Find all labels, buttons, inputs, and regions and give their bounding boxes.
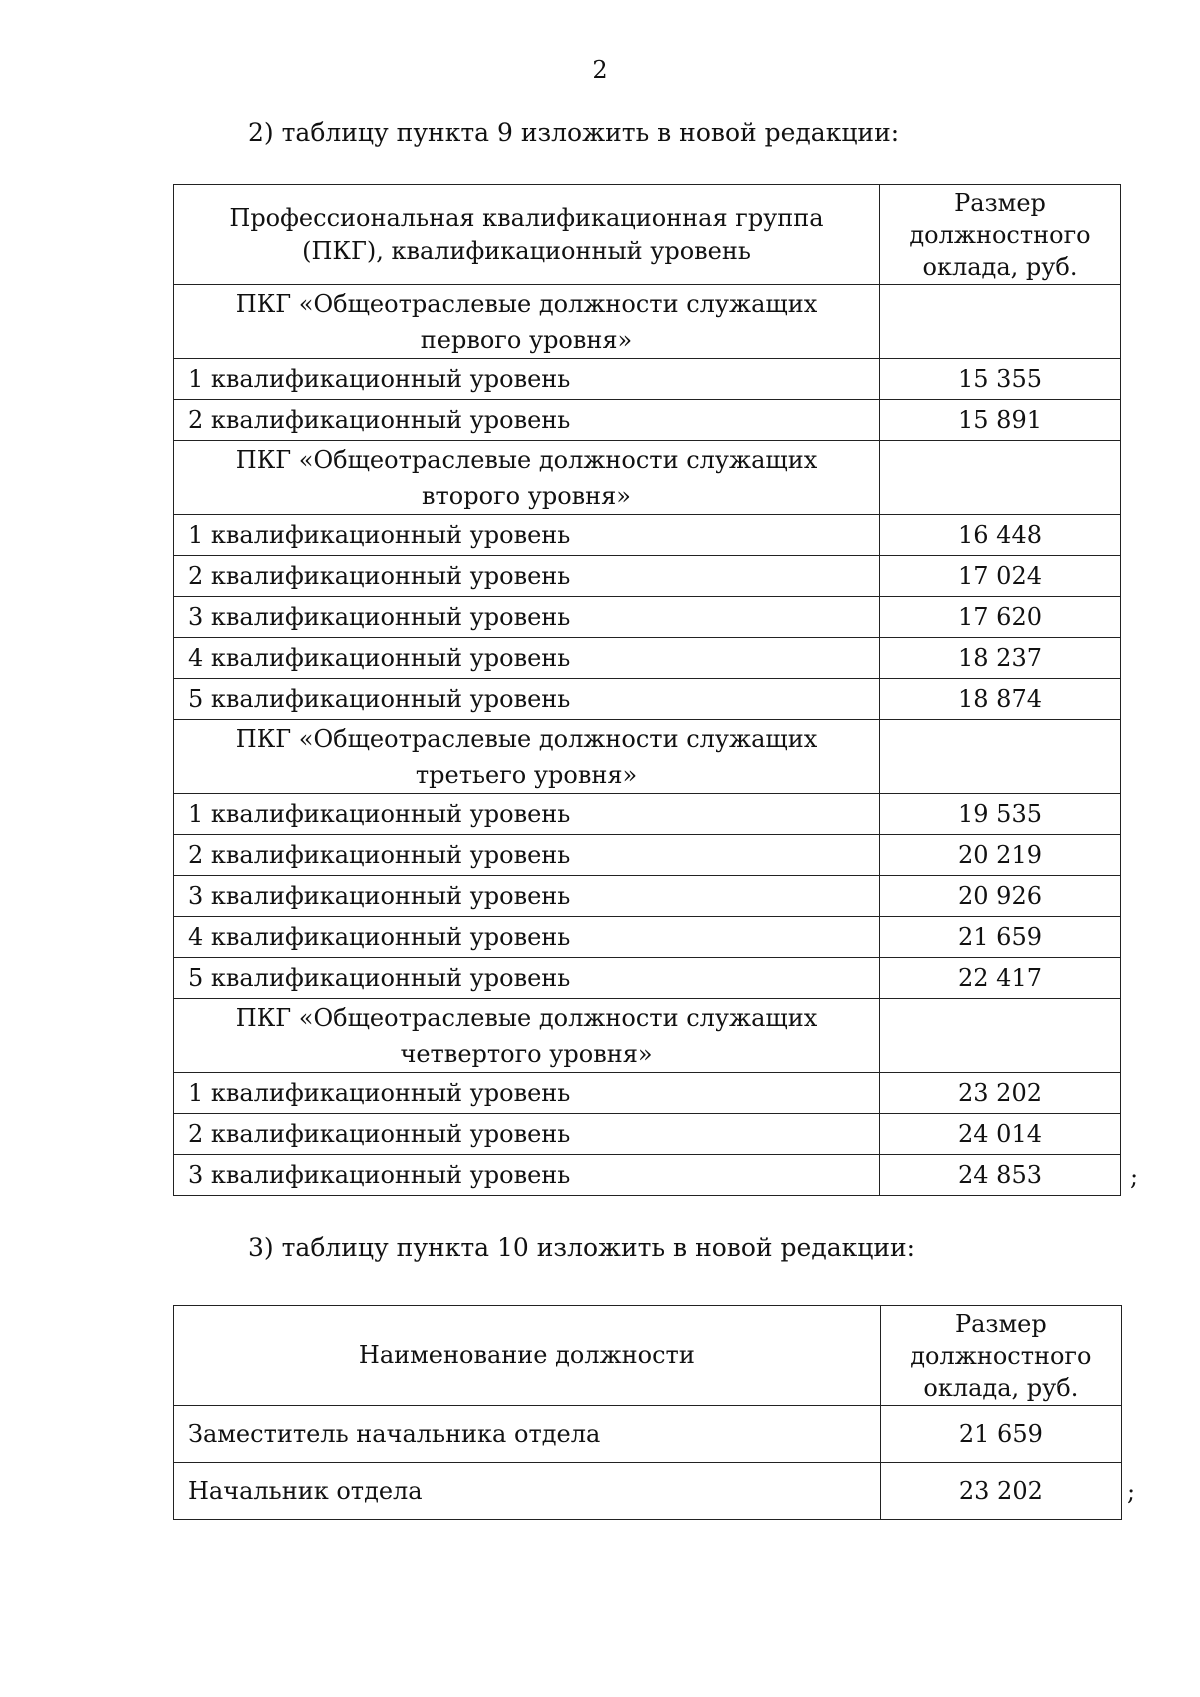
salary-value: 20 219 <box>880 835 1121 876</box>
qualification-level: 1 квалификационный уровень <box>174 515 880 556</box>
table-row <box>174 638 1121 679</box>
table-row <box>174 835 1121 876</box>
table-row <box>174 515 1121 556</box>
group-title: ПКГ «Общеотраслевые должности служащих третьего уровня» <box>174 720 880 794</box>
group-row <box>174 720 1121 794</box>
salary-table-positions-body <box>174 1306 1122 1520</box>
salary-value: 15 355 <box>880 359 1121 400</box>
salary-table-positions <box>173 1305 1122 1520</box>
salary-value: 21 659 <box>880 917 1121 958</box>
group-salary-empty <box>880 441 1121 515</box>
salary-table-pkg-body <box>174 185 1121 1196</box>
qualification-level: 2 квалификационный уровень <box>174 1114 880 1155</box>
group-row <box>174 285 1121 359</box>
salary-value: 24 014 <box>880 1114 1121 1155</box>
salary-value: 23 202 <box>880 1073 1121 1114</box>
salary-table-pkg <box>173 184 1121 1196</box>
header-salary: Размер должностного оклада, руб. <box>880 1306 1121 1406</box>
qualification-level: 1 квалификационный уровень <box>174 359 880 400</box>
qualification-level: 5 квалификационный уровень <box>174 958 880 999</box>
table-row <box>174 1114 1121 1155</box>
table-1-terminator: ; <box>1130 1163 1139 1191</box>
table-row <box>174 1073 1121 1114</box>
table-row <box>174 1463 1122 1520</box>
salary-value: 21 659 <box>880 1406 1121 1463</box>
salary-value: 16 448 <box>880 515 1121 556</box>
position-name: Начальник отдела <box>174 1463 881 1520</box>
salary-value: 15 891 <box>880 400 1121 441</box>
table-row <box>174 679 1121 720</box>
section-2-intro: 2) таблицу пункта 9 изложить в новой редакции: <box>248 118 900 147</box>
header-group-level: Профессиональная квалификационная группа (ПКГ), квалификационный уровень <box>174 185 880 285</box>
table-2-terminator: ; <box>1127 1478 1136 1506</box>
group-salary-empty <box>880 720 1121 794</box>
salary-value: 17 024 <box>880 556 1121 597</box>
qualification-level: 2 квалификационный уровень <box>174 556 880 597</box>
qualification-level: 4 квалификационный уровень <box>174 638 880 679</box>
section-3-intro: 3) таблицу пункта 10 изложить в новой редакции: <box>248 1233 916 1262</box>
qualification-level: 5 квалификационный уровень <box>174 679 880 720</box>
salary-value: 18 237 <box>880 638 1121 679</box>
qualification-level: 1 квалификационный уровень <box>174 794 880 835</box>
page-number: 2 <box>592 56 608 84</box>
qualification-level: 2 квалификационный уровень <box>174 400 880 441</box>
table-row <box>174 400 1121 441</box>
table-row <box>174 794 1121 835</box>
salary-value: 20 926 <box>880 876 1121 917</box>
qualification-level: 3 квалификационный уровень <box>174 876 880 917</box>
group-title: ПКГ «Общеотраслевые должности служащих второго уровня» <box>174 441 880 515</box>
table-row <box>174 1155 1121 1196</box>
salary-value: 22 417 <box>880 958 1121 999</box>
table-row <box>174 359 1121 400</box>
qualification-level: 3 квалификационный уровень <box>174 1155 880 1196</box>
qualification-level: 3 квалификационный уровень <box>174 597 880 638</box>
header-position-name: Наименование должности <box>174 1306 881 1406</box>
header-salary: Размер должностного оклада, руб. <box>880 185 1121 285</box>
table-row <box>174 1406 1122 1463</box>
table-row <box>174 597 1121 638</box>
group-salary-empty <box>880 285 1121 359</box>
qualification-level: 2 квалификационный уровень <box>174 835 880 876</box>
table-row <box>174 556 1121 597</box>
salary-value: 24 853 <box>880 1155 1121 1196</box>
salary-value: 18 874 <box>880 679 1121 720</box>
table-header-row <box>174 185 1121 285</box>
qualification-level: 1 квалификационный уровень <box>174 1073 880 1114</box>
group-row <box>174 441 1121 515</box>
group-title: ПКГ «Общеотраслевые должности служащих четвертого уровня» <box>174 999 880 1073</box>
salary-value: 19 535 <box>880 794 1121 835</box>
table-header-row <box>174 1306 1122 1406</box>
position-name: Заместитель начальника отдела <box>174 1406 881 1463</box>
salary-value: 17 620 <box>880 597 1121 638</box>
group-title: ПКГ «Общеотраслевые должности служащих первого уровня» <box>174 285 880 359</box>
salary-value: 23 202 <box>880 1463 1121 1520</box>
table-row <box>174 876 1121 917</box>
group-salary-empty <box>880 999 1121 1073</box>
table-row <box>174 917 1121 958</box>
group-row <box>174 999 1121 1073</box>
table-row <box>174 958 1121 999</box>
qualification-level: 4 квалификационный уровень <box>174 917 880 958</box>
